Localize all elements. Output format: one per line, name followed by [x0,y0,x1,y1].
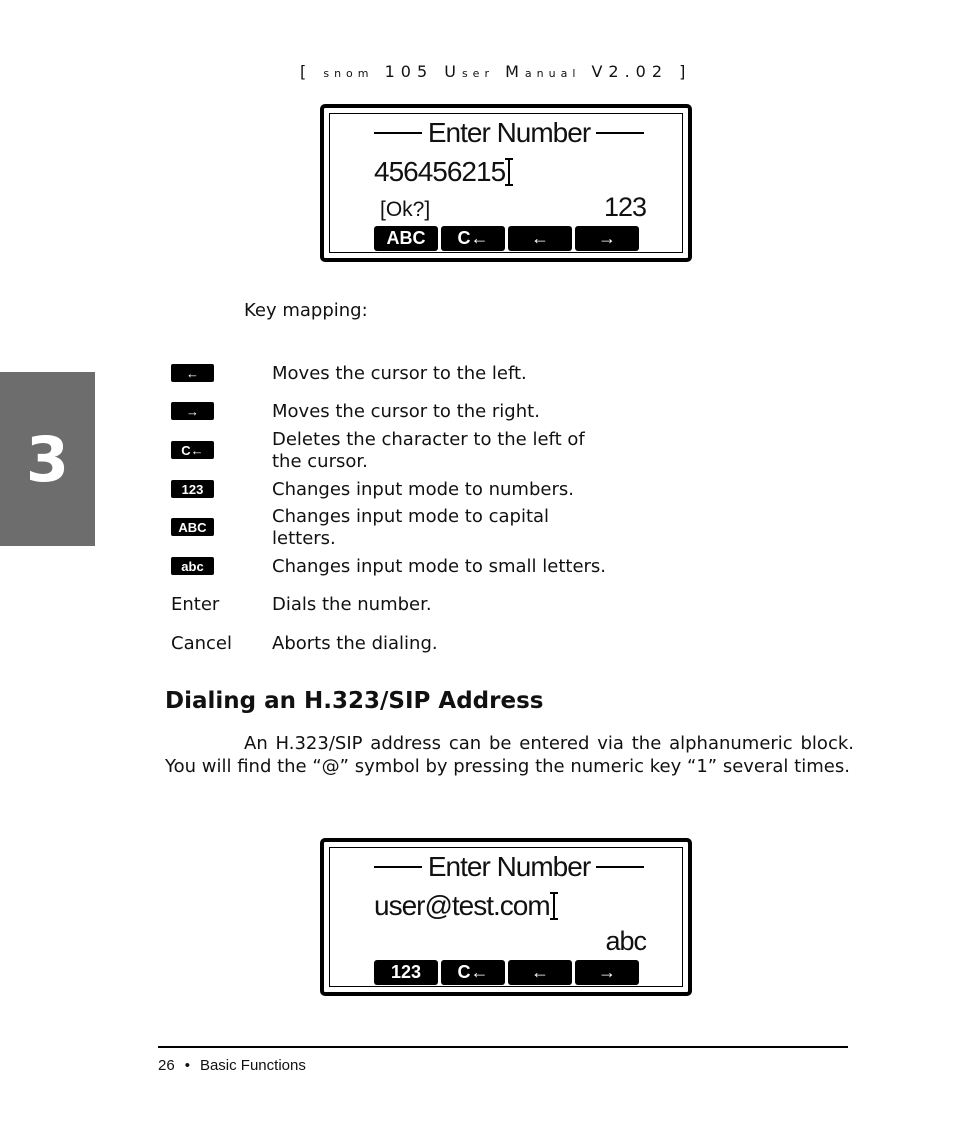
key-mapping-desc: Changes input mode to small letters. [272,556,607,577]
left-arrow-key-icon: ← [171,364,214,382]
numbers-mode-key-icon: 123 [171,480,214,498]
header-open-bracket: [ [300,62,313,81]
enter-key-label: Enter [171,594,220,615]
display-input [374,156,510,188]
display-input [374,890,555,922]
softkey-left: ← [508,226,572,251]
chapter-tab [0,372,95,546]
display-input-text: user@test.com [374,890,550,921]
section-paragraph: An H.323/SIP address can be entered via the alphanumeric block. You will find the “@” symbol by pressing the numeric key “1” several times. [165,733,854,777]
display-title: Enter Number [427,117,591,148]
footer-rule [158,1046,848,1048]
softkey-delete: C← [441,960,505,985]
footer-section-name: Basic Functions [199,1057,306,1074]
footer-bullet: • [184,1057,190,1074]
title-rule-left [374,132,422,134]
display-input-mode: abc [605,926,646,956]
softkey-left: ← [508,960,572,985]
small-letters-key-icon: abc [171,557,214,575]
key-mapping-label: Key mapping: [244,300,368,321]
softkey-delete: C← [441,226,505,251]
softkey-abc: ABC [374,226,438,251]
header-anual: anual [524,67,581,80]
key-mapping-desc: Changes input mode to capital letters. [272,506,550,549]
text-cursor-icon [508,158,510,186]
display-input-text: 456456215 [374,156,506,187]
softkey-right: → [575,226,639,251]
phone-display-enter-number [320,104,692,262]
key-mapping-desc: Moves the cursor to the left. [272,363,527,384]
page-number: 26 [158,1057,175,1074]
title-rule-left [374,866,422,868]
header-m: M [505,62,525,81]
header-ser: ser [461,67,494,80]
key-mapping-desc: Aborts the dialing. [272,633,438,654]
chapter-number: 3 [25,422,70,496]
running-header [300,62,691,81]
capital-letters-key-icon: ABC [171,518,214,536]
title-rule-right [596,132,644,134]
header-brand: snom [323,67,374,80]
right-arrow-key-icon: → [171,402,214,420]
text-cursor-icon [553,892,555,920]
display-title-row [374,118,644,148]
cancel-key-label: Cancel [171,633,232,654]
page-footer [158,1057,306,1074]
softkey-123: 123 [374,960,438,985]
key-mapping-desc: Changes input mode to numbers. [272,479,574,500]
title-rule-right [596,866,644,868]
key-mapping-desc: Deletes the character to the left of the cursor. [272,429,585,472]
delete-key-icon: C← [171,441,214,459]
display-softkeys [374,960,639,985]
key-mapping-desc: Moves the cursor to the right. [272,401,540,422]
header-u: U [444,62,462,81]
header-model: 105 [384,62,434,81]
display-title: Enter Number [427,851,591,882]
section-heading: Dialing an H.323/SIP Address [165,688,544,714]
display-title-row [374,852,644,882]
display-ok-prompt: [Ok?] [380,198,431,221]
header-version: V2.02 [591,62,669,81]
header-close-bracket: ] [679,62,692,81]
key-mapping-desc: Dials the number. [272,594,432,615]
display-input-mode: 123 [603,192,646,222]
softkey-right: → [575,960,639,985]
phone-display-sip-address [320,838,692,996]
display-softkeys [374,226,639,251]
